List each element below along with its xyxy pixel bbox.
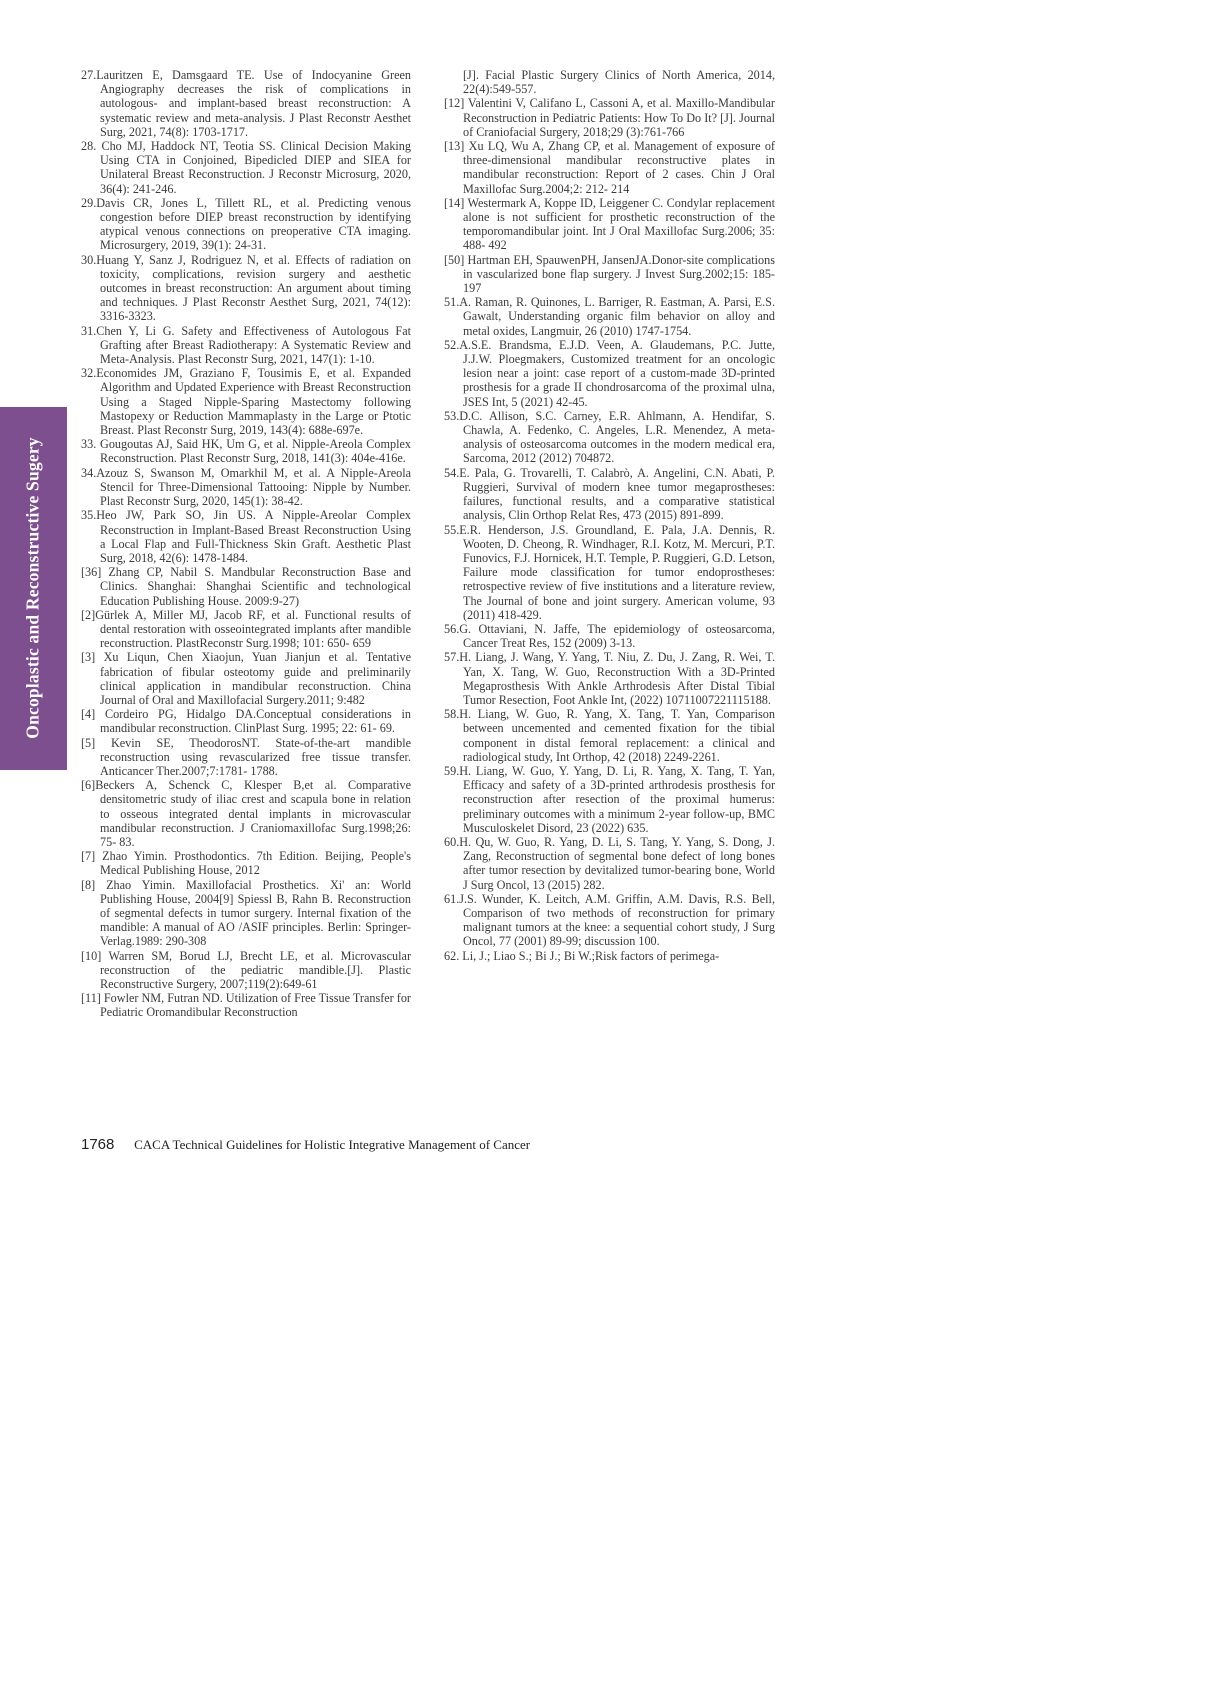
reference-entry: 52.A.S.E. Brandsma, E.J.D. Veen, A. Glaudemans, P.C. Jutte, J.J.W. Ploegmakers, Customized treatment for an oncologic lesion near a joint: case report of a custom-made 3D-printed prosthesis for a grade II chondrosarcoma of the proximal ulna, JSES Int, 5 (2021) 42-45. xyxy=(444,337,775,409)
reference-entry: 57.H. Liang, J. Wang, Y. Yang, T. Niu, Z. Du, J. Zang, R. Wei, T. Yan, X. Tang, W. Guo, Reconstruction With a 3D-Printed Megaprosthesis With Ankle Arthrodesis After Distal Tibial Tumor Resection, Foot Ankle Int, (2022) 10711007221115188. xyxy=(444,650,775,707)
reference-entry: [10] Warren SM, Borud LJ, Brecht LE, et al. Microvascular reconstruction of the pediatric mandible.[J]. Plastic Reconstructive Surgery, 2007;119(2):649-61 xyxy=(81,948,411,991)
reference-entry: [36] Zhang CP, Nabil S. Mandbular Reconstruction Base and Clinics. Shanghai: Shanghai Scientific and technological Education Publishing House. 2009:9-27) xyxy=(81,565,411,608)
reference-entry: 33. Gougoutas AJ, Said HK, Um G, et al. Nipple-Areola Complex Reconstruction. Plast Reconstr Surg, 2018, 141(3): 404e-416e. xyxy=(81,437,411,466)
reference-entry: 34.Azouz S, Swanson M, Omarkhil M, et al. A Nipple-Areola Stencil for Three-Dimensional Tattooing: Nipple by Number. Plast Reconstr Surg, 2020, 145(1): 38-42. xyxy=(81,465,411,509)
reference-entry: [4] Cordeiro PG, Hidalgo DA.Conceptual considerations in mandibular reconstruction. ClinPlast Surg. 1995; 22: 61- 69. xyxy=(81,707,411,736)
reference-entry: [7] Zhao Yimin. Prosthodontics. 7th Edition. Beijing, People's Medical Publishing House, 2012 xyxy=(81,849,411,878)
reference-entry: 31.Chen Y, Li G. Safety and Effectiveness of Autologous Fat Grafting after Breast Radiotherapy: A Systematic Review and Meta-Analysis. Plast Reconstr Surg, 2021, 147(1): 1-10. xyxy=(81,323,411,367)
reference-entry: [3] Xu Liqun, Chen Xiaojun, Yuan Jianjun et al. Tentative fabrication of fibular osteotomy guide and preliminarily clinical application in mandibular reconstruction. China Journal of Oral and Maxillofacial Surgery.2011; 9:482 xyxy=(81,650,411,707)
reference-entry: 51.A. Raman, R. Quinones, L. Barriger, R. Eastman, A. Parsi, E.S. Gawalt, Understanding organic film behavior on alloy and metal oxides, Langmuir, 26 (2010) 1747-1754. xyxy=(444,295,775,338)
reference-entry: [12] Valentini V, Califano L, Cassoni A, et al. Maxillo-Mandibular Reconstruction in Pediatric Patients: How To Do It? [J]. Journal of Craniofacial Surgery, 2018;29 (3):761-766 xyxy=(444,96,775,139)
reference-column-right xyxy=(444,68,775,963)
reference-entry: [2]Gürlek A, Miller MJ, Jacob RF, et al. Functional results of dental restoration with osseointegrated implants after mandible reconstruction. PlastReconstr Surg.1998; 101: 650- 659 xyxy=(81,607,411,651)
section-side-tab-label: Oncoplastic and Reconstructive Sugery xyxy=(22,437,43,739)
reference-entry: 59.H. Liang, W. Guo, Y. Yang, D. Li, R. Yang, X. Tang, T. Yan, Efficacy and safety of a 3D-printed arthrodesis prosthesis for reconstruction after resection of the proximal humerus: preliminary outcomes with a minimum 2-year follow-up, BMC Musculoskelet Disord, 23 (2022) 635. xyxy=(444,763,775,835)
reference-entry: 62. Li, J.; Liao S.; Bi J.; Bi W.;Risk factors of perimega- xyxy=(444,948,720,963)
reference-entry: [6]Beckers A, Schenck C, Klesper B,et al. Comparative densitometric study of iliac crest and scapula bone in relation to osseous integrated dental implants in microvascular mandibular reconstruction. J Craniomaxillofac Surg.1998;26: 75- 83. xyxy=(81,778,411,849)
reference-entry: [J]. Facial Plastic Surgery Clinics of North America, 2014, 22(4):549-557. xyxy=(463,68,775,97)
reference-entry: [5] Kevin SE, TheodorosNT. State-of-the-art mandible reconstruction using revascularized free tissue transfer. Anticancer Ther.2007;7:1781- 1788. xyxy=(81,735,411,778)
page-number: 1768 xyxy=(81,1136,115,1153)
reference-entry: 55.E.R. Henderson, J.S. Groundland, E. Pala, J.A. Dennis, R. Wooten, D. Cheong, R. Windhager, R.I. Kotz, M. Mercuri, P.T. Funovics, F.J. Hornicek, H.T. Temple, P. Ruggieri, G.D. Letson, Failure mode classification for tumor endoprostheses: retrospective review of five institutions and a literature review, The Journal of bone and joint surgery. American volume, 93 (2011) 418-429. xyxy=(444,522,775,622)
reference-entry: [50] Hartman EH, SpauwenPH, JansenJA.Donor-site complications in vascularized bone flap surgery. J Invest Surg.2002;15: 185-197 xyxy=(444,252,775,296)
reference-entry: 54.E. Pala, G. Trovarelli, T. Calabrò, A. Angelini, C.N. Abati, P. Ruggieri, Survival of modern knee tumor megaprostheses: failures, functional results, and a comparative statistical analysis, Clin Orthop Relat Res, 473 (2015) 891-899. xyxy=(444,465,775,523)
page-footer xyxy=(81,1136,530,1154)
running-title: CACA Technical Guidelines for Holistic Integrative Management of Cancer xyxy=(134,1137,531,1152)
reference-entry: [14] Westermark A, Koppe ID, Leiggener C. Condylar replacement alone is not sufficient for prosthetic reconstruction of the temporomandibular joint. Int J Oral Maxillofac Surg.2006; 35: 488- 492 xyxy=(444,195,775,253)
reference-entry: 30.Huang Y, Sanz J, Rodriguez N, et al. Effects of radiation on toxicity, complications, revision surgery and aesthetic outcomes in breast reconstruction: An argument about timing and techniques. J Plast Reconstr Aesthet Surg, 2021, 74(12): 3316-3323. xyxy=(81,252,411,324)
reference-entry: 32.Economides JM, Graziano F, Tousimis E, et al. Expanded Algorithm and Updated Experience with Breast Reconstruction Using a Staged Nipple-Sparing Mastectomy following Mastopexy or Reduction Mammaplasty in the Large or Ptotic Breast. Plast Reconstr Surg, 2019, 143(4): 688e-697e. xyxy=(81,366,411,438)
reference-entry: [8] Zhao Yimin. Maxillofacial Prosthetics. Xi' an: World Publishing House, 2004[9] Spiessl B, Rahn B. Reconstruction of segmental defects in tumor surgery. Internal fixation of the mandible: A manual of AO /ASIF principles. Berlin: Springer-Verlag.1989: 290-308 xyxy=(81,877,411,949)
reference-entry: 56.G. Ottaviani, N. Jaffe, The epidemiology of osteosarcoma, Cancer Treat Res, 152 (2009) 3-13. xyxy=(444,621,775,651)
reference-column-left xyxy=(81,68,411,1020)
reference-entry: 27.Lauritzen E, Damsgaard TE. Use of Indocyanine Green Angiography decreases the risk of complications in autologous- and implant-based breast reconstruction: A systematic review and meta-analysis. J Plast Reconstr Aesthet Surg, 2021, 74(8): 1703-1717. xyxy=(81,68,411,139)
reference-entry: [11] Fowler NM, Futran ND. Utilization of Free Tissue Transfer for Pediatric Oromandibular Reconstruction xyxy=(81,991,411,1020)
reference-entry: 28. Cho MJ, Haddock NT, Teotia SS. Clinical Decision Making Using CTA in Conjoined, Bipedicled DIEP and SIEA for Unilateral Breast Reconstruction. J Reconstr Microsurg, 2020, 36(4): 241-246. xyxy=(81,139,411,196)
reference-entry: [13] Xu LQ, Wu A, Zhang CP, et al. Management of exposure of three-dimensional mandibular reconstructive plates in mandibular reconstruction: Report of 2 cases. Chin J Oral Maxillofac Surg.2004;2: 212- 214 xyxy=(444,139,775,196)
reference-entry: 53.D.C. Allison, S.C. Carney, E.R. Ahlmann, A. Hendifar, S. Chawla, A. Fedenko, C. Angeles, L.R. Menendez, A meta-analysis of osteosarcoma outcomes in the modern medical era, Sarcoma, 2012 (2012) 704872. xyxy=(444,408,775,466)
reference-entry: 35.Heo JW, Park SO, Jin US. A Nipple-Areolar Complex Reconstruction in Implant-Based Breast Reconstruction Using a Local Flap and Full-Thickness Skin Graft. Aesthetic Plast Surg, 2018, 42(6): 1478-1484. xyxy=(81,508,411,565)
reference-entry: 61.J.S. Wunder, K. Leitch, A.M. Griffin, A.M. Davis, R.S. Bell, Comparison of two methods of reconstruction for primary malignant tumors at the knee: a sequential cohort study, J Surg Oncol, 77 (2001) 89-99; discussion 100. xyxy=(444,891,775,949)
reference-entry: 58.H. Liang, W. Guo, R. Yang, X. Tang, T. Yan, Comparison between uncemented and cemented fixation for the tibial component in distal femoral replacement: a clinical and radiological study, Int Orthop, 42 (2018) 2249-2261. xyxy=(444,707,775,764)
reference-entry: 29.Davis CR, Jones L, Tillett RL, et al. Predicting venous congestion before DIEP breast reconstruction by identifying atypical venous connections on preoperative CTA imaging. Microsurgery, 2019, 39(1): 24-31. xyxy=(81,195,411,253)
reference-entry: 60.H. Qu, W. Guo, R. Yang, D. Li, S. Tang, Y. Yang, S. Dong, J. Zang, Reconstruction of segmental bone defect of long bones after tumor resection by devitalized tumor-bearing bone, World J Surg Oncol, 13 (2015) 282. xyxy=(444,834,775,892)
